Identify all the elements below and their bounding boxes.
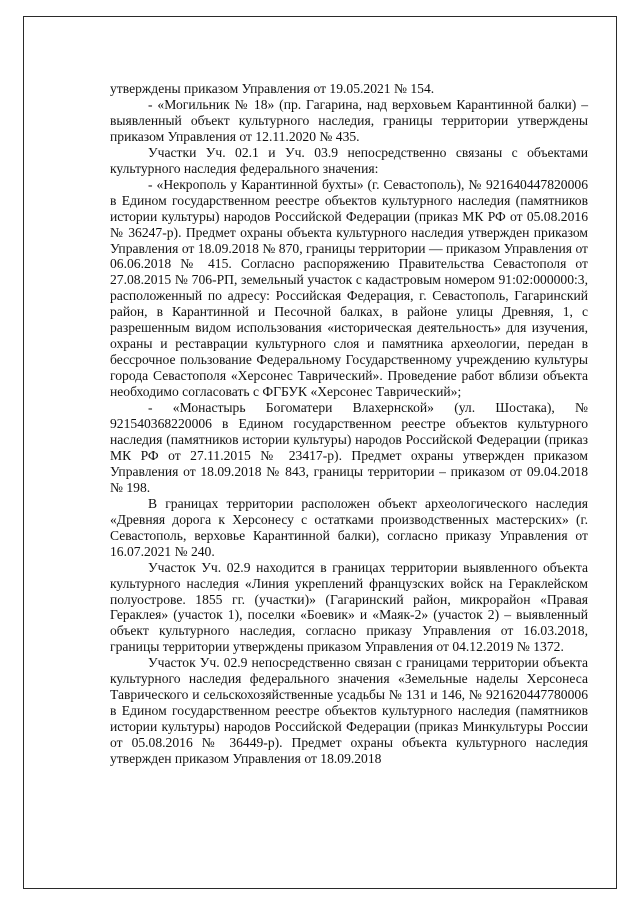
paragraph-1: утверждены приказом Управления от 19.05.2021 № 154. <box>110 81 435 96</box>
paragraph-2: - «Могильник № 18» (пр. Гагарина, над верховьем Карантинной балки) – выявленный объект культурного наследия, границы территории утверждены приказом Управления от 12.11.2020 № 435. <box>110 96 588 144</box>
paragraph-3: Участки Уч. 02.1 и Уч. 03.9 непосредственно связаны с объектами культурного наследия федерального значения: <box>110 144 588 176</box>
paragraph-4: - «Некрополь у Карантинной бухты» (г. Севастополь), № 921640447820006 в Едином государственном реестре объектов культурного наследия (памятников истории культуры) народов Российской Федерации (приказ МК РФ от 05.08.2016 № 36247-р). Предмет охраны объекта культурного наследия утвержден приказом Управления от 18.09.2018 № 870, границы территории — приказом Управления от 06.06.2018 № 415. Согласно распоряжению Правительства Севастополя от 27.08.2015 № 706-РП, земельный участок с кадастровым номером 91:02:000000:3, расположенный по адресу: Российская Федерация, г. Севастополь, Гагаринский район, в Карантинной и Песочной балках, в районе улицы Древняя, 1, с разрешенным видом использования «историческая деятельность» для изучения, охраны и реставрации культурного слоя и памятника археологии, передан в бессрочное пользование Федеральному Государственному учреждению культуры города Севастополя «Херсонес Таврический». Проведение работ вблизи объекта необходимо согласовать с ФГБУК «Херсонес Таврический»; <box>110 176 588 400</box>
document-body <box>110 81 588 767</box>
paragraph-7: Участок Уч. 02.9 находится в границах территории выявленного объекта культурного наследия «Линия укреплений французских войск на Гераклейском полуострове. 1855 гг. (участки)» (Гагаринский район, микрорайон «Правая Гераклея» (участок 1), поселки «Боевик» и «Маяк-2» (участок 2) – выявленный объект культурного наследия, согласно приказу Управления от 16.03.2018, границы территории утверждены приказом Управления от 04.12.2019 № 1372. <box>110 559 588 655</box>
paragraph-5: - «Монастырь Богоматери Влахернской» (ул. Шостака), № 921540368220006 в Едином государственном реестре объектов культурного наследия (памятников истории культуры) народов Российской Федерации (приказ МК РФ от 27.11.2015 № 23417-р). Предмет охраны утвержден приказом Управления от 18.09.2018 № 843, границы территории – приказом от 09.04.2018 № 198. <box>110 400 588 495</box>
paragraph-8: Участок Уч. 02.9 непосредственно связан с границами территории объекта культурного наследия федерального значения «Земельные наделы Херсонеса Таврического и сельскохозяйственные усадьбы № 131 и 146, № 921620447780006 в Едином государственном реестре объектов культурного наследия (памятников истории культуры) народов Российской Федерации (приказ Минкультуры России от 05.08.2016 № 36449-р). Предмет охраны объекта культурного наследия утвержден приказом Управления от 18.09.2018 <box>110 655 588 767</box>
paragraph-6: В границах территории расположен объект археологического наследия «Древняя дорога к Херсонесу с остатками производственных мастерских» (г. Севастополь, верховье Карантинной балки), согласно приказу Управления от 16.07.2021 № 240. <box>110 495 588 559</box>
